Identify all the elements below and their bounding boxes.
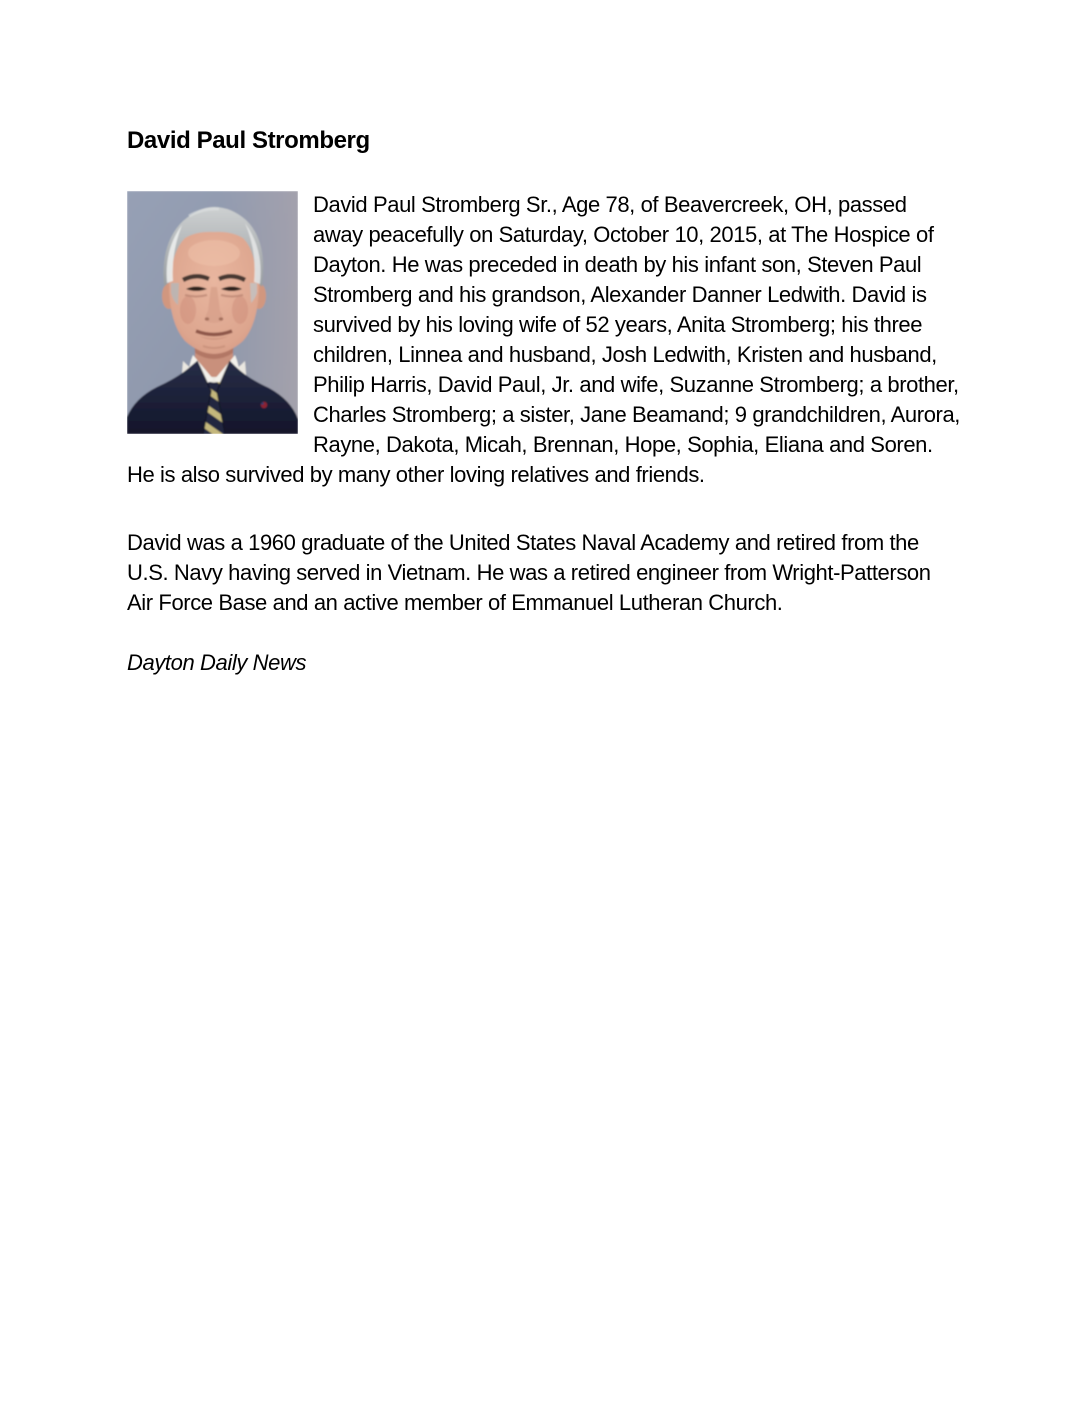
document-content bbox=[0, 0, 1088, 678]
biography-paragraph: David was a 1960 graduate of the United States Naval Academy and retired from the U.S. Navy having served in Vietnam. He was a retired engineer from Wright-Patterson Air Force Base and an active member of Emmanuel Lutheran Church. bbox=[127, 530, 931, 615]
source-credit: Dayton Daily News bbox=[127, 650, 307, 675]
obituary-text: David Paul Stromberg Sr., Age 78, of Beavercreek, OH, passed away peacefully on Saturday, October 10, 2015, at The Hospice of Dayton. He was preceded in death by his infant son, Steven Paul Stromberg and his grandson, Alexander Danner Ledwith. David is survived by his loving wife of 52 years, Anita Stromberg; his three children, Linnea and husband, Josh Ledwith, Kristen and husband, Philip Harris, David Paul, Jr. and wife, Suzanne Stromberg; a brother, Charles Stromberg; a sister, Jane Beamand; 9 grandchildren, Aurora, Rayne, Dakota, Micah, Brennan, Hope, Sophia, Eliana and Soren. He is also survived by many other loving relatives and friends. bbox=[127, 192, 961, 487]
page-title: David Paul Stromberg bbox=[127, 127, 370, 154]
obituary-paragraph bbox=[127, 190, 960, 490]
portrait-photo bbox=[127, 191, 298, 434]
